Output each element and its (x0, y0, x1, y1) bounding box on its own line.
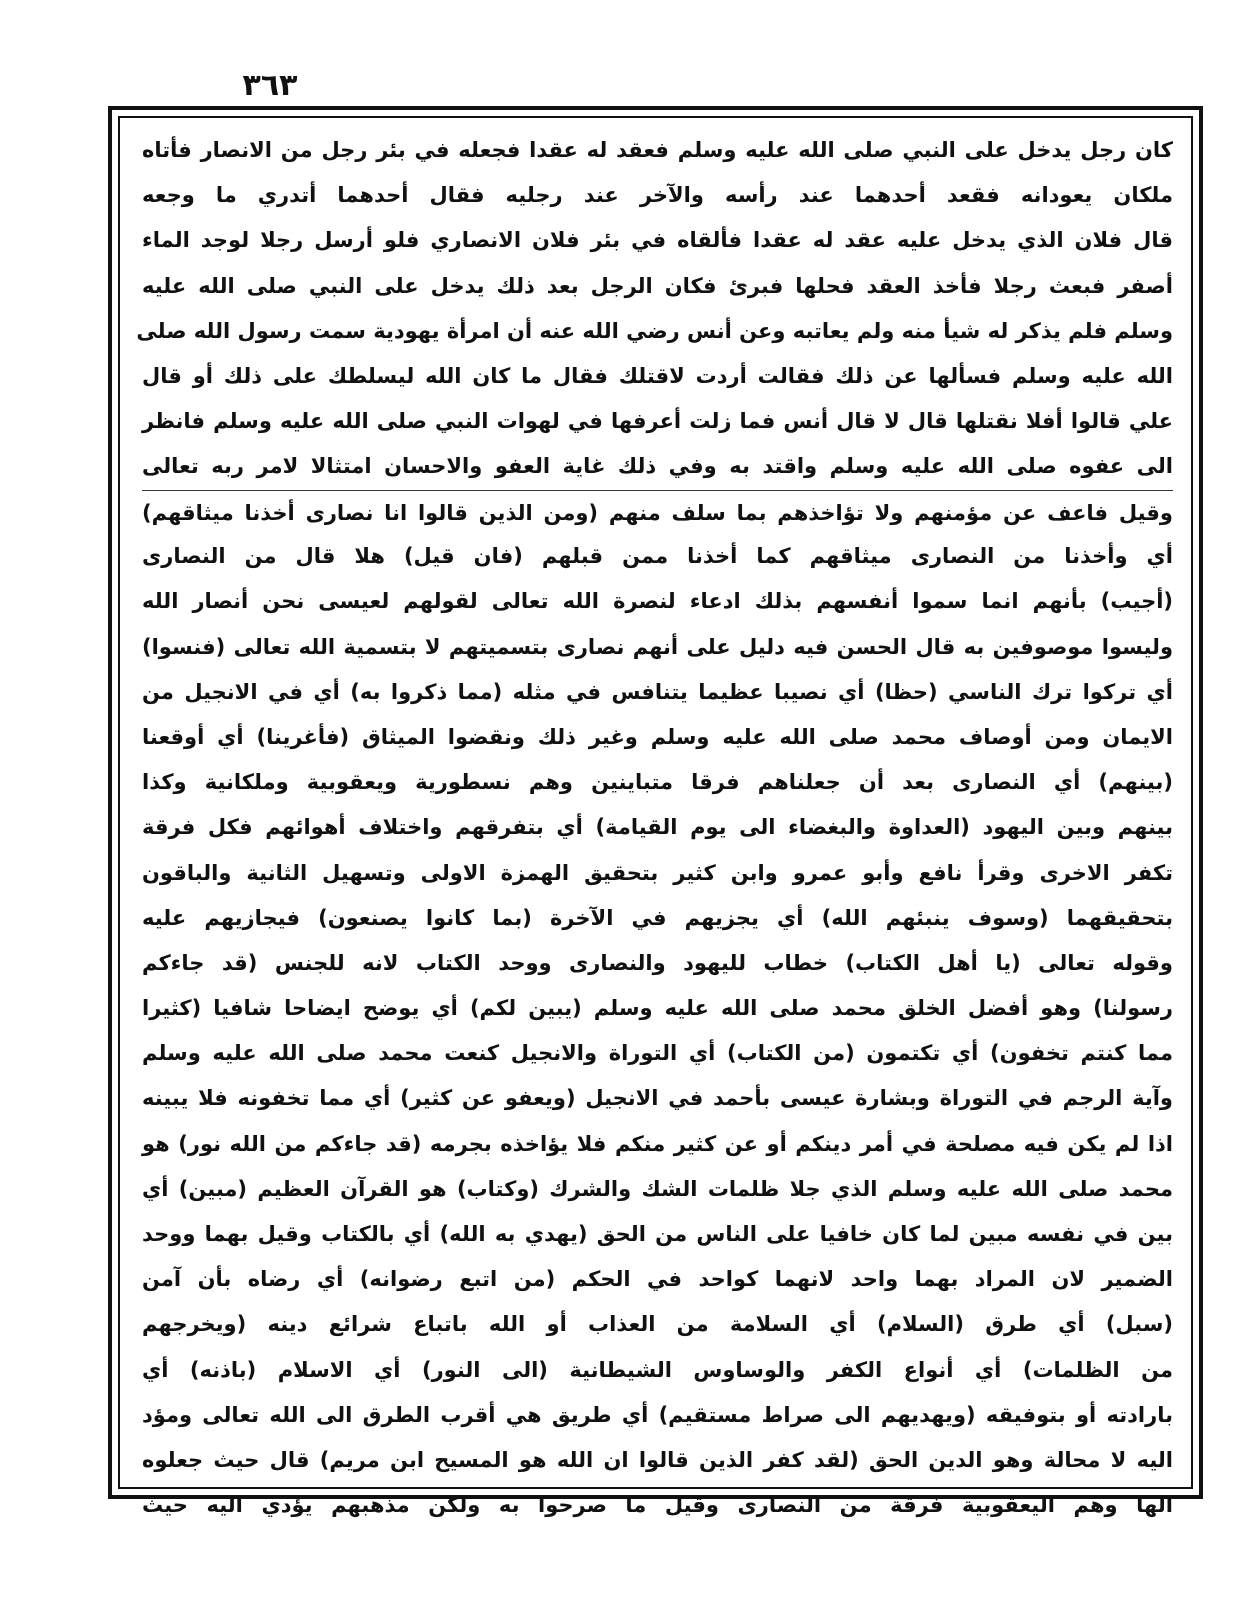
text-line: الله عليه وسلم فسألها عن ذلك فقالت أردت لاقتلك فقال ما كان الله ليسلطك على ذلك أو قال (142, 363, 1173, 388)
text-line: الايمان ومن أوصاف محمد صلى الله عليه وسلم وغير ذلك ونقضوا الميثاق (فأغرينا) أي أوقعنا (142, 724, 1173, 749)
text-line: الها وهم اليعقوبية فرقة من النصارى وقيل ما صرحوا به ولكن مذهبهم يؤدي اليه حيث (142, 1493, 1173, 1518)
text-line: ملكان يعودانه فقعد أحدهما عند رأسه والآخر عند رجليه فقال أحدهما أتدري ما وجعه (142, 183, 1173, 208)
text-line: محمد صلى الله عليه وسلم الذي جلا ظلمات الشك والشرك (وكتاب) هو القرآن العظيم (مبين) أي (142, 1176, 1173, 1201)
text-line: وليسوا موصوفين به قال الحسن فيه دليل على أنهم نصارى بتسميتهم لا بتسمية الله تعالى (فنسوا) (142, 634, 1173, 659)
text-line: أصفر فبعث رجلا فأخذ العقد فحلها فبرئ فكان الرجل بعد ذلك يدخل على النبي صلى الله عليه (142, 273, 1173, 298)
text-line: وسلم فلم يذكر له شيأ منه ولم يعاتبه وعن أنس رضي الله عنه أن امرأة يهودية سمت رسول الله صلى (136, 318, 1173, 343)
text-line: وآية الرجم في التوراة وبشارة عيسى بأحمد في الانجيل (ويعفو عن كثير) أي مما تخفونه فلا يبينه (142, 1086, 1173, 1111)
text-line: (أجيب) بأنهم انما سموا أنفسهم بذلك ادعاء لنصرة الله تعالى لقولهم لعيسى نحن أنصار الله (142, 589, 1173, 614)
text-line: قال فلان الذي يدخل عليه عقد له عقدا فألقاه في بئر فلان الانصاري فلو أرسل رجلا لوجد الماء (142, 228, 1173, 253)
text-line: بين في نفسه مبين لما كان خافيا على الناس من الحق (يهدي به الله) أي بالكتاب وقيل بهما ووحد (142, 1222, 1173, 1246)
text-line: رسولنا) وهو أفضل الخلق محمد صلى الله عليه وسلم (يبين لكم) أي يوضح ايضاحا شافيا (كثيرا (142, 996, 1173, 1021)
text-line: تكفر الاخرى وقرأ نافع وأبو عمرو وابن كثير بتحقيق الهمزة الاولى وتسهيل الثانية والباقون (142, 860, 1173, 885)
text-line: الضمير لان المراد بهما واحد لانهما كواحد في الحكم (من اتبع رضوانه) أي رضاه بأن آمن (142, 1267, 1173, 1292)
text-line: من الظلمات) أي أنواع الكفر والوساوس الشيطانية (الى النور) أي الاسلام (باذنه) أي (142, 1357, 1173, 1382)
text-line: مما كنتم تخفون) أي تكتمون (من الكتاب) أي التوراة والانجيل كنعت محمد صلى الله عليه وسلم (142, 1041, 1173, 1066)
text-line: بارادته أو بتوفيقه (ويهديهم الى صراط مستقيم) أي طريق هي أقرب الطرق الى الله تعالى ومؤد (142, 1402, 1173, 1427)
text-line: كان رجل يدخل على النبي صلى الله عليه وسلم فعقد له عقدا فجعله في بئر رجل من الانصار فأتاه (142, 138, 1173, 162)
text-line: أي وأخذنا من النصارى ميثاقهم كما أخذنا ممن قبلهم (فان قيل) هلا قال من النصارى (142, 544, 1173, 569)
text-line: (بينهم) أي النصارى بعد أن جعلناهم فرقا متباينين وهم نسطورية ويعقوبية وملكانية وكذا (142, 770, 1173, 795)
text-line: أي تركوا ترك الناسي (حظا) أي نصيبا عظيما يتنافس في مثله (مما ذكروا به) أي في الانجيل من (142, 679, 1173, 704)
text-line: علي قالوا أفلا نقتلها قال لا قال أنس فما زلت أعرفها في لهوات النبي صلى الله عليه وسلم فانظر (142, 409, 1173, 434)
text-line: الى عفوه صلى الله عليه وسلم واقتد به وفي ذلك غاية العفو والاحسان امتثالا لامر ربه تعالى (142, 454, 1173, 479)
text-line: اذا لم يكن فيه مصلحة في أمر دينكم أو عن كثير منكم فلا يؤاخذه بجرمه (قد جاءكم من الله نور) هو (142, 1131, 1173, 1156)
text-line: بينهم وبين اليهود (العداوة والبغضاء الى يوم القيامة) أي بتفرقهم واختلاف أهوائهم فكل فرقة (142, 815, 1173, 840)
text-line: اليه لا محالة وهو الدين الحق (لقد كفر الذين قالوا ان الله هو المسيح ابن مريم) قال حيث جعلوه (142, 1447, 1173, 1472)
text-line: وقيل فاعف عن مؤمنهم ولا تؤاخذهم بما سلف منهم (ومن الذين قالوا انا نصارى أخذنا ميثاقهم) (142, 490, 1173, 535)
text-line: (سبل) أي طرق (السلام) أي السلامة من العذاب أو الله باتباع شرائع دينه (ويخرجهم (142, 1312, 1173, 1337)
text-line: بتحقيقهما (وسوف ينبئهم الله) أي يجزيهم في الآخرة (بما كانوا يصنعون) فيجازيهم عليه (142, 905, 1173, 930)
page-number: ٣٦٣ (242, 68, 298, 103)
text-block (118, 116, 1193, 1518)
text-line: وقوله تعالى (يا أهل الكتاب) خطاب لليهود والنصارى ووحد الكتاب لانه للجنس (قد جاءكم (142, 950, 1173, 975)
